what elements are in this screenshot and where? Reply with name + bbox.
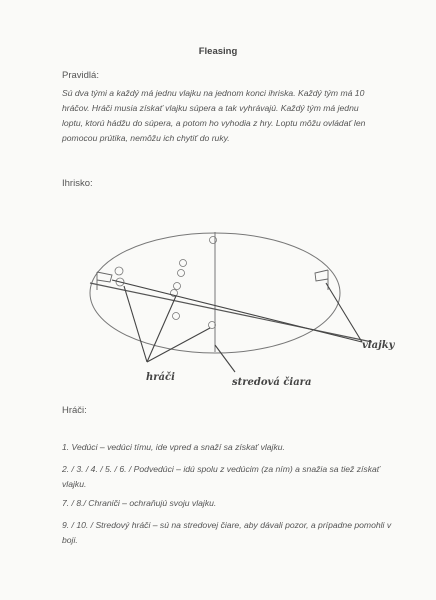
player-markers bbox=[115, 237, 217, 329]
center-line-label: stredová čiara bbox=[232, 377, 312, 388]
player-role-item: 1. Vedúci – vedúci tímu, ide vpred a snaží sa získať vlajku. bbox=[62, 442, 285, 452]
player-marker bbox=[178, 270, 185, 277]
rules-heading: Pravidlá: bbox=[62, 70, 99, 81]
players-label: hráči bbox=[146, 372, 175, 383]
rules-text: Sú dva tými a každý má jednu vlajku na jednom konci ihriska. Každý tým má 10 hráčov. Hráči musia získať vlajku súpera a tak vyhrávajú. Každý tým má jednu loptu, ktorú hádžu do súpera, a potom ho vyhodia z hry. Loptu môžu ovládať len pomocou prútika, nemôžu ich chytiť do ruky. bbox=[62, 88, 366, 143]
player-role-item: 2. / 3. / 4. / 5. / 6. / Podvedúci – idú spolu z vedúcim (za ním) a snažia sa tiež získať vlajku. bbox=[62, 464, 380, 489]
field-heading: Ihrisko: bbox=[62, 178, 93, 189]
flags-label: vlajky bbox=[362, 340, 395, 351]
player-marker bbox=[174, 283, 181, 290]
right-flag-icon bbox=[315, 270, 328, 290]
players-heading: Hráči: bbox=[62, 405, 87, 416]
player-role-item: 9. / 10. / Stredový hráči – sú na stredovej čiare, aby dávali pozor, a prípadne pomohli v boji. bbox=[62, 520, 392, 545]
player-role-item: 7. / 8./ Chraniči – ochraňujú svoju vlajku. bbox=[62, 498, 217, 508]
players-pointer-lines bbox=[124, 286, 210, 362]
player-marker bbox=[209, 322, 216, 329]
player-marker bbox=[115, 267, 123, 275]
center-line-pointer bbox=[215, 345, 235, 372]
document-title: Fleasing bbox=[198, 46, 238, 57]
player-marker bbox=[173, 313, 180, 320]
flags-pointer-lines bbox=[112, 280, 362, 342]
player-marker bbox=[180, 260, 187, 267]
